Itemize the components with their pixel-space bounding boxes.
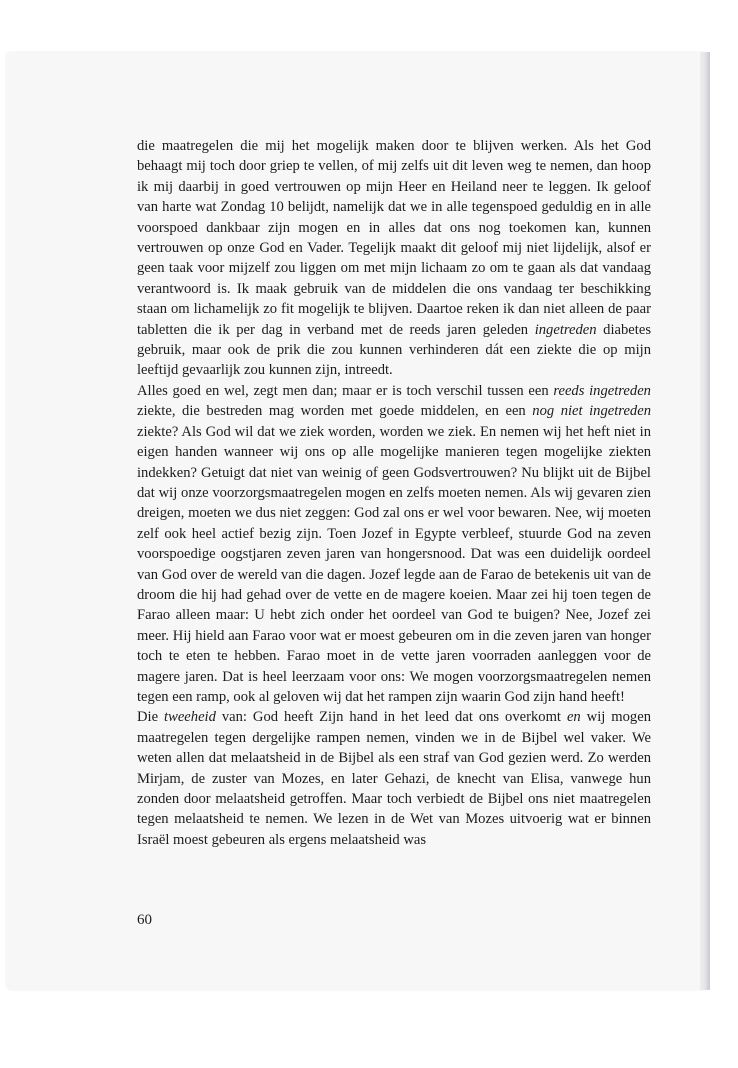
- italic-run: reeds ingetreden: [553, 382, 651, 399]
- italic-run: nog niet ingetreden: [532, 403, 651, 420]
- text-run: diabetes gebruik, maar ook de prik die zou kunnen verhinderen dát een ziekte die op mijn leeftijd gevaarlijk zou kunnen zijn, intreedt.: [137, 321, 651, 379]
- page-edge: [700, 52, 710, 990]
- body-text: [137, 136, 651, 850]
- paragraph-3: [137, 707, 651, 850]
- paragraph-1: [137, 136, 651, 381]
- text-run: wij mogen maatregelen tegen dergelijke rampen nemen, vinden we in de Bijbel wel vaker. We weten allen dat melaatsheid in de Bijbel als een straf van God gezien werd. Zo werden Mirjam, de zuster van Mozes, en later Gehazi, de knecht van Elisa, vanwege hun zonden door melaatsheid getroffen. Maar toch verbiedt de Bijbel ons niet maatregelen tegen melaatsheid te nemen. We lezen in de Wet van Mozes uitvoerig wat er binnen Israël moest gebeuren als ergens melaatsheid was: [137, 709, 651, 848]
- italic-run: ingetreden: [534, 321, 597, 338]
- italic-run: en: [566, 709, 581, 726]
- text-run: van: God heeft Zijn hand in het leed dat ons overkomt: [215, 709, 567, 726]
- text-run: ziekte, die bestreden mag worden met goede middelen, en een: [137, 403, 533, 420]
- page-number: 60: [137, 912, 152, 928]
- text-run: Die: [137, 709, 165, 726]
- text-run: ziekte? Als God wil dat we ziek worden, worden we ziek. En nemen wij het heft niet in eigen handen wanneer wij ons op alle mogelijke manieren tegen mogelijke ziekten indekken? Getuigt dat niet van weinig of geen Godsvertrouwen? Nu blijkt uit de Bijbel dat wij onze voorzorgsmaatregelen mogen en zelfs moeten nemen. Als wij gevaren zien dreigen, moeten we dus niet zeggen: God zal ons er wel voor bewaren. Nee, wij moeten zelf ook heel actief bezig zijn. Toen Jozef in Egypte verbleef, stuurde God na zeven voorspoedige oogstjaren zeven jaren van hongersnood. Dat was een duidelijk oordeel van God over de wereld van die dagen. Jozef legde aan de Farao de betekenis uit van de droom die hij had gehad over de vette en de magere koeien. Maar zei hij toen tegen de Farao alleen maar: U hebt zich onder het oordeel van God te buigen? Nee, Jozef zei meer. Hij hield aan Farao voor wat er moest gebeuren om in die zeven jaren van honger toch te eten te hebben. Farao moet in de vette jaren voorraden aanleggen voor de magere jaren. Dat is heel leerzaam voor ons: We mogen voorzorgsmaatregelen nemen tegen een ramp, ook al geloven wij dat het rampen zijn waarin God zijn hand heeft!: [137, 423, 651, 705]
- text-run: die maatregelen die mij het mogelijk maken door te blijven werken. Als het God behaagt mij toch door griep te vellen, of mij zelfs uit dit leven weg te nemen, dan hoop ik mij daarbij in goed vertrouwen op mijn Heer en Heiland neer te leggen. Ik geloof van harte wat Zondag 10 belijdt, namelijk dat we in alle tegenspoed geduldig en in alle voorspoed dankbaar zijn mogen en in alles dat ons nog toekomen kan, kunnen vertrouwen op onze God en Vader. Tegelijk maakt dit geloof mij niet lijdelijk, alsof er geen taak voor mijzelf zou liggen om met mijn lichaam zo om te gaan als dat vandaag verantwoord is. Ik maak gebruik van de middelen die ons vandaag ter beschikking staan om lichamelijk zo fit mogelijk te blijven. Daartoe reken ik dan niet alleen de paar tabletten die ik per dag in verband met de reeds jaren geleden: [137, 138, 651, 338]
- italic-run: tweeheid: [164, 709, 216, 726]
- text-run: Alles goed en wel, zegt men dan; maar er is toch verschil tussen een: [137, 382, 554, 399]
- paragraph-2: [137, 381, 651, 708]
